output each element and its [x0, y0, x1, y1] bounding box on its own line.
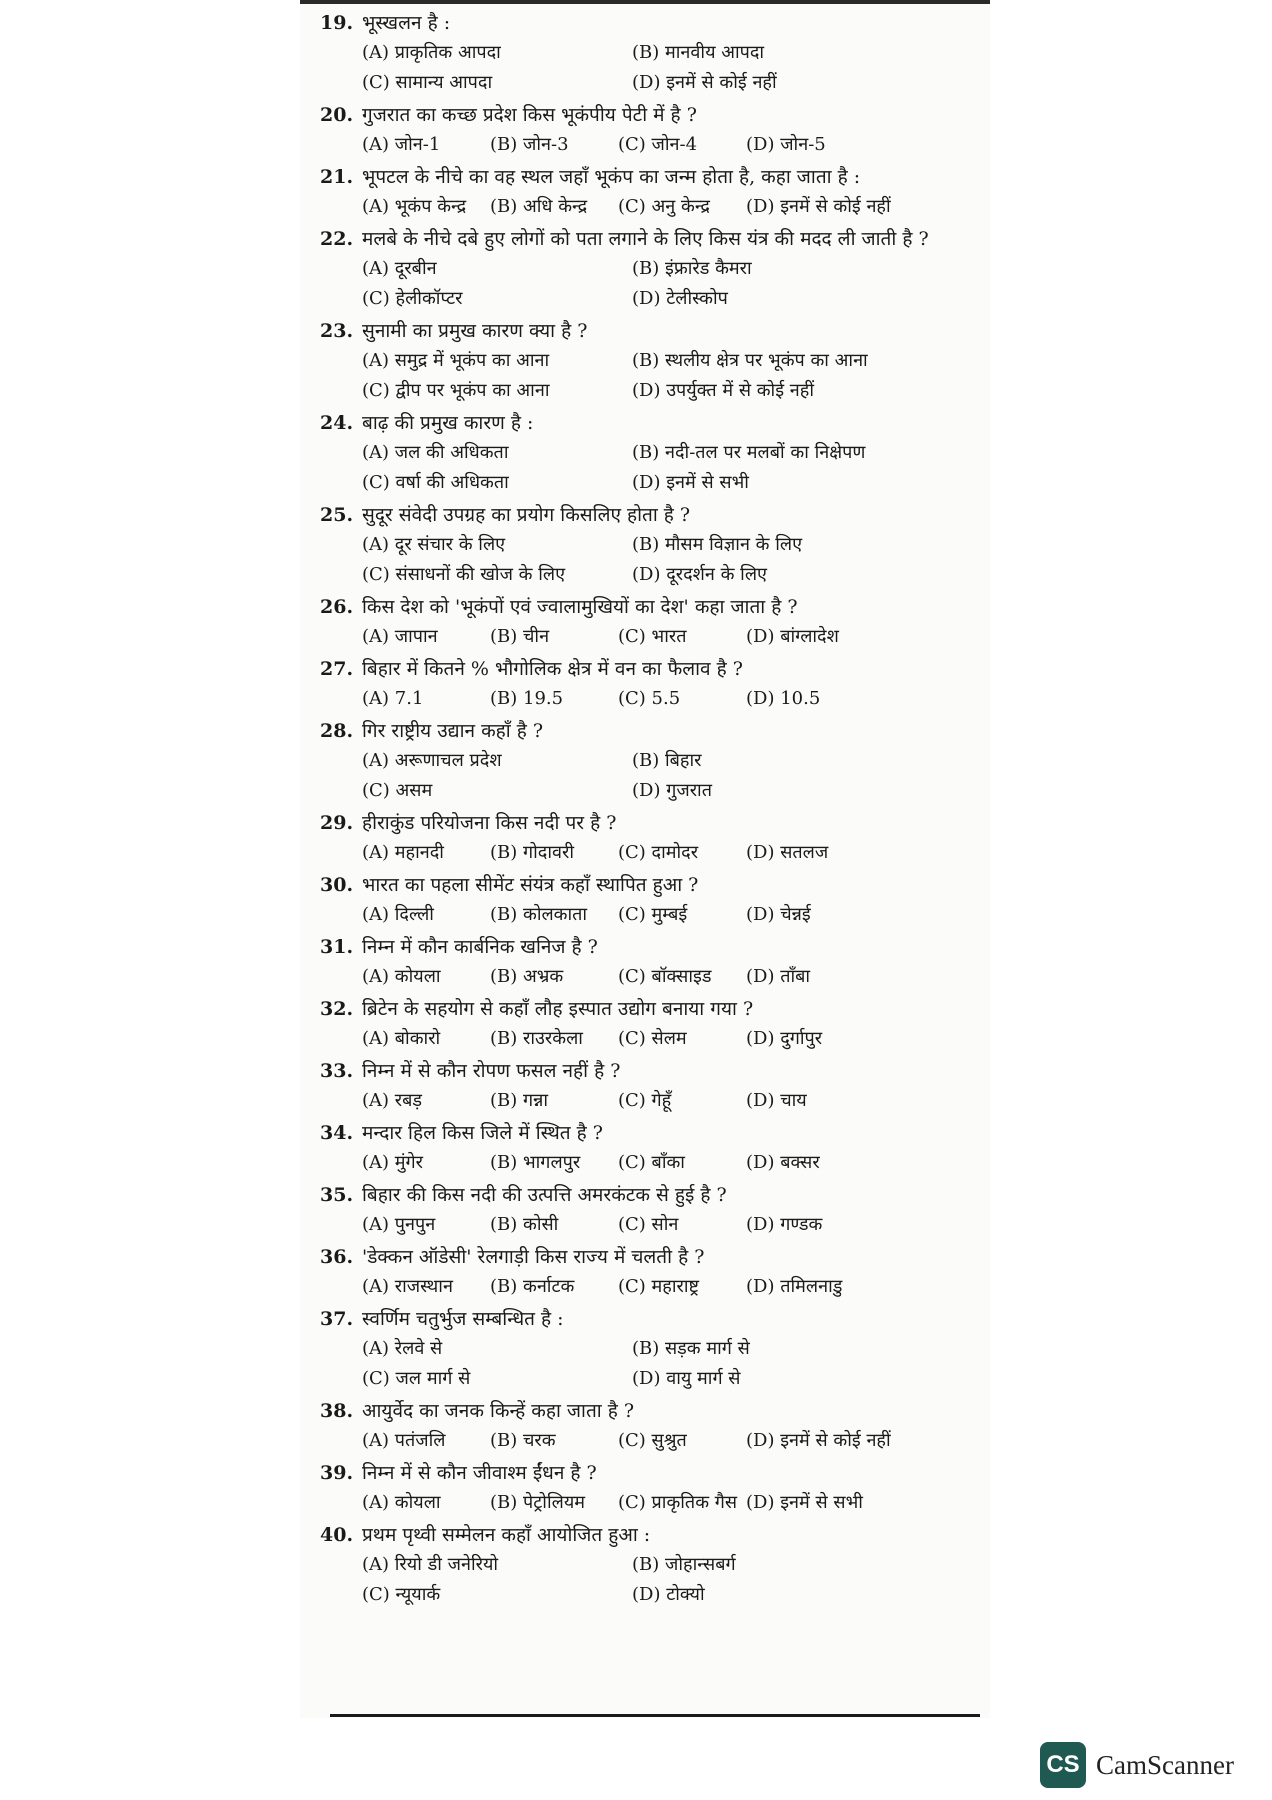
question-text: बिहार में कितने % भौगोलिक क्षेत्र में वन का फैलाव है ?	[362, 658, 743, 680]
option-b: (B) पेट्रोलियम	[490, 1492, 586, 1513]
option-c: (C) मुम्बई	[618, 904, 688, 925]
question-line	[320, 316, 960, 346]
option-group	[362, 746, 960, 806]
question-line	[320, 224, 960, 254]
option-d: (D) बक्सर	[746, 1152, 820, 1173]
question-24	[320, 408, 960, 498]
option-d: (D) चाय	[746, 1090, 807, 1111]
question-28	[320, 716, 960, 806]
option-a: (A) पतंजलि	[362, 1430, 446, 1451]
option-a: (A) पुनपुन	[362, 1214, 436, 1235]
question-text: बाढ़ की प्रमुख कारण है :	[362, 412, 534, 434]
question-37	[320, 1304, 960, 1394]
question-number: 20.	[320, 104, 354, 126]
option-c: (C) सेलम	[618, 1028, 687, 1049]
option-a: (A) कोयला	[362, 966, 441, 987]
question-35	[320, 1180, 960, 1240]
option-c: (C) सुश्रुत	[618, 1430, 687, 1451]
option-group	[362, 254, 960, 314]
question-number: 21.	[320, 166, 354, 188]
option-a: (A) महानदी	[362, 842, 444, 863]
question-text: सुनामी का प्रमुख कारण क्या है ?	[362, 320, 588, 342]
option-a: (A) भूकंप केन्द्र	[362, 196, 467, 217]
question-26	[320, 592, 960, 652]
question-text: गुजरात का कच्छ प्रदेश किस भूकंपीय पेटी में है ?	[362, 104, 697, 126]
option-c: (C) बॉक्साइड	[618, 966, 712, 987]
question-19	[320, 8, 960, 98]
question-list	[320, 8, 960, 1612]
option-b: (B) चीन	[490, 626, 550, 647]
question-line	[320, 1520, 960, 1550]
question-line	[320, 1304, 960, 1334]
question-20	[320, 100, 960, 160]
question-number: 37.	[320, 1308, 354, 1330]
option-a: (A) दूर संचार के लिए	[362, 534, 506, 555]
question-text: सुदूर संवेदी उपग्रह का प्रयोग किसलिए होता है ?	[362, 504, 691, 526]
question-line	[320, 994, 960, 1024]
option-a: (A) अरूणाचल प्रदेश	[362, 750, 502, 771]
question-text: मन्दार हिल किस जिले में स्थित है ?	[362, 1122, 603, 1144]
option-d: (D) दूरदर्शन के लिए	[632, 564, 767, 585]
option-d: (D) इनमें से कोई नहीं	[746, 1430, 891, 1451]
option-c: (C) बाँका	[618, 1152, 685, 1173]
question-text: किस देश को 'भूकंपों एवं ज्वालामुखियों का देश' कहा जाता है ?	[362, 596, 798, 618]
option-a: (A) बोकारो	[362, 1028, 441, 1049]
option-b: (B) जोन-3	[490, 134, 569, 155]
page-top-edge	[300, 0, 990, 4]
question-line	[320, 654, 960, 684]
option-a: (A) मुंगेर	[362, 1152, 424, 1173]
option-group	[362, 1550, 960, 1610]
option-b: (B) कोलकाता	[490, 904, 588, 925]
option-d: (D) जोन-5	[746, 134, 826, 155]
option-d: (D) उपर्युक्त में से कोई नहीं	[632, 380, 814, 401]
option-a: (A) जल की अधिकता	[362, 442, 509, 463]
option-a: (A) रबड़	[362, 1090, 423, 1111]
question-34	[320, 1118, 960, 1178]
question-line	[320, 1242, 960, 1272]
option-a: (A) राजस्थान	[362, 1276, 453, 1297]
option-group	[362, 346, 960, 406]
question-number: 34.	[320, 1122, 354, 1144]
option-d: (D) दुर्गापुर	[746, 1028, 823, 1049]
question-line	[320, 716, 960, 746]
option-c: (C) दामोदर	[618, 842, 699, 863]
question-number: 35.	[320, 1184, 354, 1206]
question-text: हीराकुंड परियोजना किस नदी पर है ?	[362, 812, 617, 834]
question-line	[320, 808, 960, 838]
option-b: (B) सड़क मार्ग से	[632, 1338, 750, 1359]
option-c: (C) वर्षा की अधिकता	[362, 472, 509, 493]
question-text: भूस्खलन है :	[362, 12, 451, 34]
option-c: (C) सामान्य आपदा	[362, 72, 493, 93]
question-number: 32.	[320, 998, 354, 1020]
question-line	[320, 932, 960, 962]
option-d: (D) सतलज	[746, 842, 829, 863]
question-number: 25.	[320, 504, 354, 526]
option-group	[362, 1148, 960, 1178]
option-group	[362, 962, 960, 992]
option-a: (A) समुद्र में भूकंप का आना	[362, 350, 550, 371]
option-group	[362, 438, 960, 498]
option-b: (B) कोसी	[490, 1214, 559, 1235]
option-a: (A) दूरबीन	[362, 258, 437, 279]
question-30	[320, 870, 960, 930]
option-group	[362, 1334, 960, 1394]
option-group	[362, 1210, 960, 1240]
option-b: (B) अधि केन्द्र	[490, 196, 588, 217]
question-line	[320, 1396, 960, 1426]
camscanner-label: CamScanner	[1096, 1749, 1234, 1780]
question-number: 29.	[320, 812, 354, 834]
question-text: भारत का पहला सीमेंट संयंत्र कहाँ स्थापित हुआ ?	[362, 874, 699, 896]
option-b: (B) 19.5	[490, 688, 564, 709]
option-group	[362, 530, 960, 590]
question-40	[320, 1520, 960, 1610]
option-a: (A) प्राकृतिक आपदा	[362, 42, 501, 63]
option-c: (C) 5.5	[618, 688, 681, 709]
option-d: (D) इनमें से कोई नहीं	[632, 72, 777, 93]
option-b: (B) राउरकेला	[490, 1028, 583, 1049]
option-d: (D) तमिलनाडु	[746, 1276, 843, 1297]
option-c: (C) संसाधनों की खोज के लिए	[362, 564, 566, 585]
option-group	[362, 684, 960, 714]
option-a: (A) रेलवे से	[362, 1338, 443, 1359]
question-number: 26.	[320, 596, 354, 618]
option-a: (A) 7.1	[362, 688, 424, 709]
question-number: 30.	[320, 874, 354, 896]
option-b: (B) बिहार	[632, 750, 702, 771]
question-number: 27.	[320, 658, 354, 680]
option-a: (A) जोन-1	[362, 134, 441, 155]
question-text: निम्न में से कौन रोपण फसल नहीं है ?	[362, 1060, 621, 1082]
question-22	[320, 224, 960, 314]
question-36	[320, 1242, 960, 1302]
question-text: 'डेक्कन ऑडेसी' रेलगाड़ी किस राज्य में चलती है ?	[362, 1246, 705, 1268]
option-a: (A) कोयला	[362, 1492, 441, 1513]
question-33	[320, 1056, 960, 1116]
question-line	[320, 100, 960, 130]
bottom-rule	[330, 1714, 980, 1717]
option-b: (B) गन्ना	[490, 1090, 549, 1111]
option-a: (A) रियो डी जनेरियो	[362, 1554, 499, 1575]
option-d: (D) इनमें से सभी	[746, 1492, 863, 1513]
question-text: ब्रिटेन के सहयोग से कहाँ लौह इस्पात उद्योग बनाया गया ?	[362, 998, 754, 1020]
question-29	[320, 808, 960, 868]
option-b: (B) भागलपुर	[490, 1152, 581, 1173]
option-group	[362, 1488, 960, 1518]
option-b: (B) स्थलीय क्षेत्र पर भूकंप का आना	[632, 350, 868, 371]
question-38	[320, 1396, 960, 1456]
option-b: (B) इंफ्रारेड कैमरा	[632, 258, 752, 279]
option-d: (D) चेन्नई	[746, 904, 811, 925]
option-c: (C) द्वीप पर भूकंप का आना	[362, 380, 550, 401]
question-32	[320, 994, 960, 1054]
option-group	[362, 1272, 960, 1302]
option-group	[362, 130, 960, 160]
option-d: (D) टेलीस्कोप	[632, 288, 728, 309]
question-21	[320, 162, 960, 222]
option-c: (C) न्यूयार्क	[362, 1584, 441, 1605]
option-b: (B) मौसम विज्ञान के लिए	[632, 534, 803, 555]
question-39	[320, 1458, 960, 1518]
question-text: भूपटल के नीचे का वह स्थल जहाँ भूकंप का जन्म होता है, कहा जाता है :	[362, 166, 861, 188]
option-b: (B) अभ्रक	[490, 966, 564, 987]
question-line	[320, 1180, 960, 1210]
option-group	[362, 838, 960, 868]
question-line	[320, 1118, 960, 1148]
option-b: (B) मानवीय आपदा	[632, 42, 765, 63]
option-group	[362, 1024, 960, 1054]
question-number: 22.	[320, 228, 354, 250]
option-group	[362, 192, 960, 222]
question-number: 40.	[320, 1524, 354, 1546]
option-d: (D) ताँबा	[746, 966, 811, 987]
camscanner-watermark	[1040, 1742, 1234, 1788]
option-d: (D) गण्डक	[746, 1214, 823, 1235]
option-group	[362, 1426, 960, 1456]
option-c: (C) जोन-4	[618, 134, 698, 155]
question-25	[320, 500, 960, 590]
question-number: 31.	[320, 936, 354, 958]
option-a: (A) जापान	[362, 626, 438, 647]
question-31	[320, 932, 960, 992]
option-d: (D) टोक्यो	[632, 1584, 705, 1605]
option-group	[362, 1086, 960, 1116]
option-d: (D) वायु मार्ग से	[632, 1368, 741, 1389]
option-c: (C) सोन	[618, 1214, 679, 1235]
option-b: (B) चरक	[490, 1430, 556, 1451]
question-line	[320, 162, 960, 192]
option-d: (D) बांग्लादेश	[746, 626, 839, 647]
option-c: (C) महाराष्ट्र	[618, 1276, 700, 1297]
option-c: (C) अनु केन्द्र	[618, 196, 710, 217]
option-c: (C) गेहूँ	[618, 1090, 672, 1111]
question-number: 24.	[320, 412, 354, 434]
option-group	[362, 622, 960, 652]
question-number: 19.	[320, 12, 354, 34]
question-27	[320, 654, 960, 714]
option-d: (D) 10.5	[746, 688, 821, 709]
question-number: 28.	[320, 720, 354, 742]
option-b: (B) नदी-तल पर मलबों का निक्षेपण	[632, 442, 866, 463]
option-c: (C) भारत	[618, 626, 687, 647]
question-text: आयुर्वेद का जनक किन्हें कहा जाता है ?	[362, 1400, 635, 1422]
question-line	[320, 8, 960, 38]
question-text: प्रथम पृथ्वी सम्मेलन कहाँ आयोजित हुआ :	[362, 1524, 651, 1546]
option-b: (B) जोहान्सबर्ग	[632, 1554, 736, 1575]
option-c: (C) जल मार्ग से	[362, 1368, 471, 1389]
question-line	[320, 500, 960, 530]
question-text: मलबे के नीचे दबे हुए लोगों को पता लगाने के लिए किस यंत्र की मदद ली जाती है ?	[362, 228, 929, 250]
question-number: 33.	[320, 1060, 354, 1082]
question-line	[320, 1056, 960, 1086]
option-a: (A) दिल्ली	[362, 904, 434, 925]
option-b: (B) कर्नाटक	[490, 1276, 575, 1297]
question-number: 39.	[320, 1462, 354, 1484]
option-c: (C) हेलीकॉप्टर	[362, 288, 463, 309]
question-number: 38.	[320, 1400, 354, 1422]
option-b: (B) गोदावरी	[490, 842, 575, 863]
question-23	[320, 316, 960, 406]
question-text: बिहार की किस नदी की उत्पत्ति अमरकंटक से हुई है ?	[362, 1184, 727, 1206]
question-text: निम्न में कौन कार्बनिक खनिज है ?	[362, 936, 598, 958]
question-text: गिर राष्ट्रीय उद्यान कहाँ है ?	[362, 720, 544, 742]
option-group	[362, 900, 960, 930]
question-line	[320, 408, 960, 438]
question-line	[320, 870, 960, 900]
option-group	[362, 38, 960, 98]
question-line	[320, 592, 960, 622]
question-text: स्वर्णिम चतुर्भुज सम्बन्धित है :	[362, 1308, 564, 1330]
option-d: (D) इनमें से सभी	[632, 472, 749, 493]
question-number: 23.	[320, 320, 354, 342]
option-c: (C) प्राकृतिक गैस	[618, 1492, 738, 1513]
question-text: निम्न में से कौन जीवाश्म ईंधन है ?	[362, 1462, 597, 1484]
question-number: 36.	[320, 1246, 354, 1268]
option-c: (C) असम	[362, 780, 433, 801]
option-d: (D) इनमें से कोई नहीं	[746, 196, 891, 217]
camscanner-logo-icon: CS	[1040, 1742, 1086, 1788]
option-d: (D) गुजरात	[632, 780, 712, 801]
question-line	[320, 1458, 960, 1488]
